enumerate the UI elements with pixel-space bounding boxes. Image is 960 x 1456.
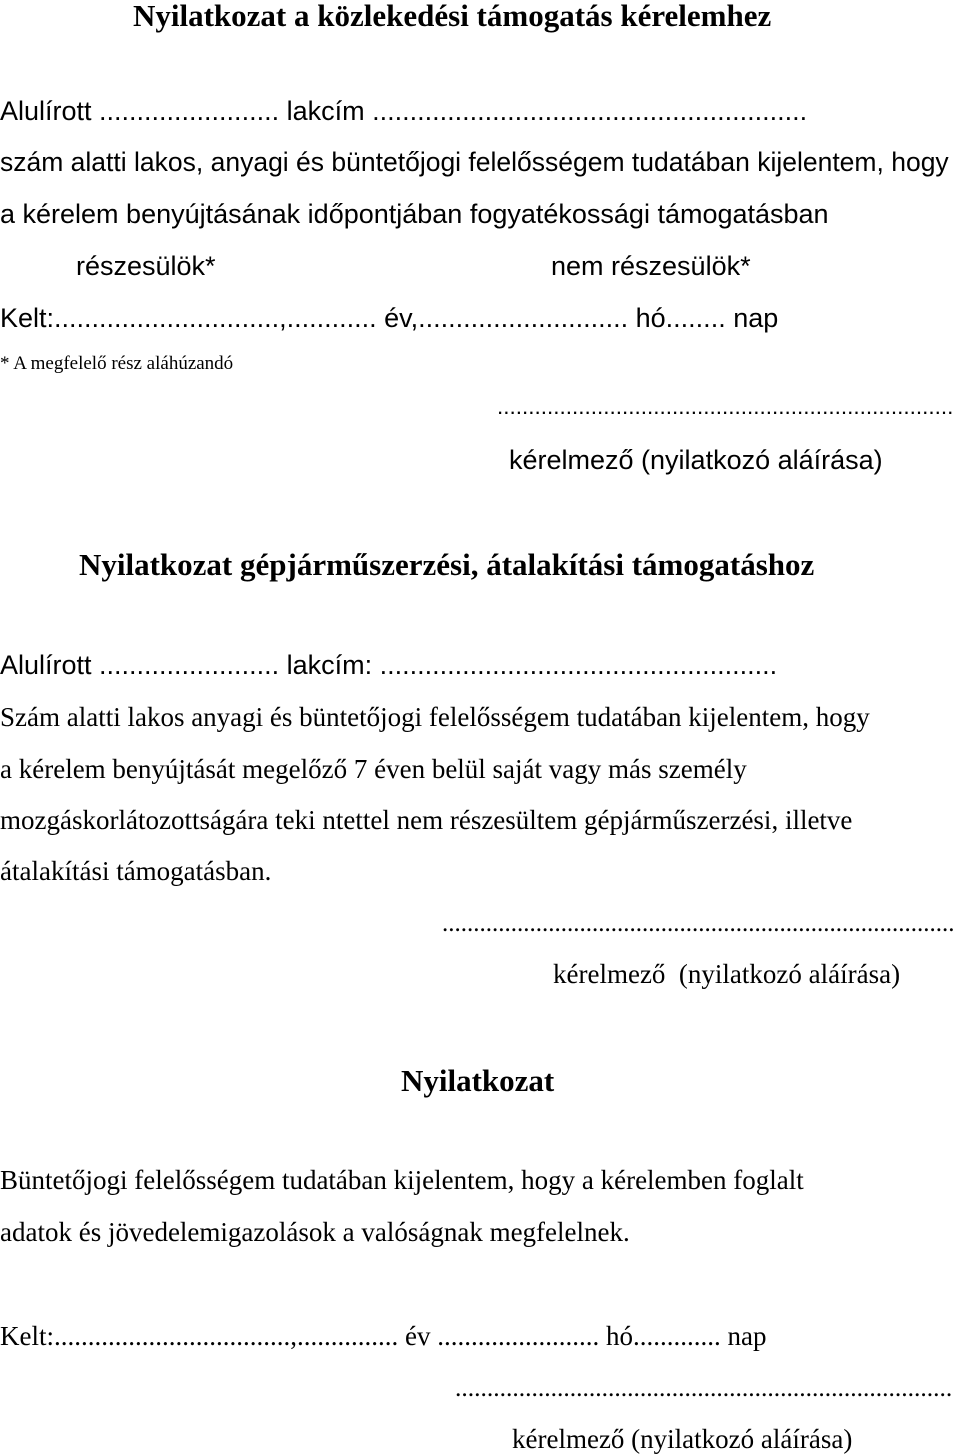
declaration-text-line: Szám alatti lakos anyagi és büntetőjogi felelősségem tudatában kijelentem, hogy xyxy=(0,702,870,732)
declaration-text-line: mozgáskorlátozottságára teki ntettel nem részesültem gépjárműszerzési, illetve xyxy=(0,805,853,835)
declaration-text-line: a kérelem benyújtását megelőző 7 éven belül saját vagy más személy xyxy=(0,754,747,784)
signature-line: .............................................................................. xyxy=(455,1373,953,1402)
signature-label: kérelmező (nyilatkozó aláírása) xyxy=(553,959,901,989)
option-not-receiving-support[interactable]: nem részesülök* xyxy=(551,251,751,281)
date-line: Kelt:..............................,............ év,............................ hó........ nap xyxy=(0,303,779,333)
declaration-text-line: adatok és jövedelemigazolások a valóságnak megfelelnek. xyxy=(0,1217,630,1247)
signature-label: kérelmező (nyilatkozó aláírása) xyxy=(512,1424,853,1454)
page-title: Nyilatkozat a közlekedési támogatás kérelemhez xyxy=(133,0,772,33)
signature-line: .................................................................................. xyxy=(442,910,955,937)
declaration-text-line: átalakítási támogatásban. xyxy=(0,856,272,886)
declaration-text-line: a kérelem benyújtásának időpontjában fogyatékossági támogatásban xyxy=(0,199,829,229)
option-receiving-support[interactable]: részesülök* xyxy=(76,251,216,281)
signature-line: ......................................................................... xyxy=(497,394,954,419)
date-line: Kelt:...................................,............... év ........................ hó............. nap xyxy=(0,1321,767,1351)
section-title-vehicle-support: Nyilatkozat gépjárműszerzési, átalakítási támogatáshoz xyxy=(79,547,815,582)
declarant-name-address-line: Alulírott ........................ lakcím: ..................................................... xyxy=(0,650,778,680)
declaration-text-line: szám alatti lakos, anyagi és büntetőjogi felelősségem tudatában kijelentem, hogy xyxy=(0,147,949,177)
footnote: * A megfelelő rész aláhúzandó xyxy=(0,353,234,374)
section-title-declaration: Nyilatkozat xyxy=(401,1063,555,1098)
declaration-text-line: Büntetőjogi felelősségem tudatában kijelentem, hogy a kérelemben foglalt xyxy=(0,1165,804,1195)
signature-label: kérelmező (nyilatkozó aláírása) xyxy=(509,445,883,475)
declarant-name-address-line: Alulírott ........................ lakcím .......................................................... xyxy=(0,96,808,126)
